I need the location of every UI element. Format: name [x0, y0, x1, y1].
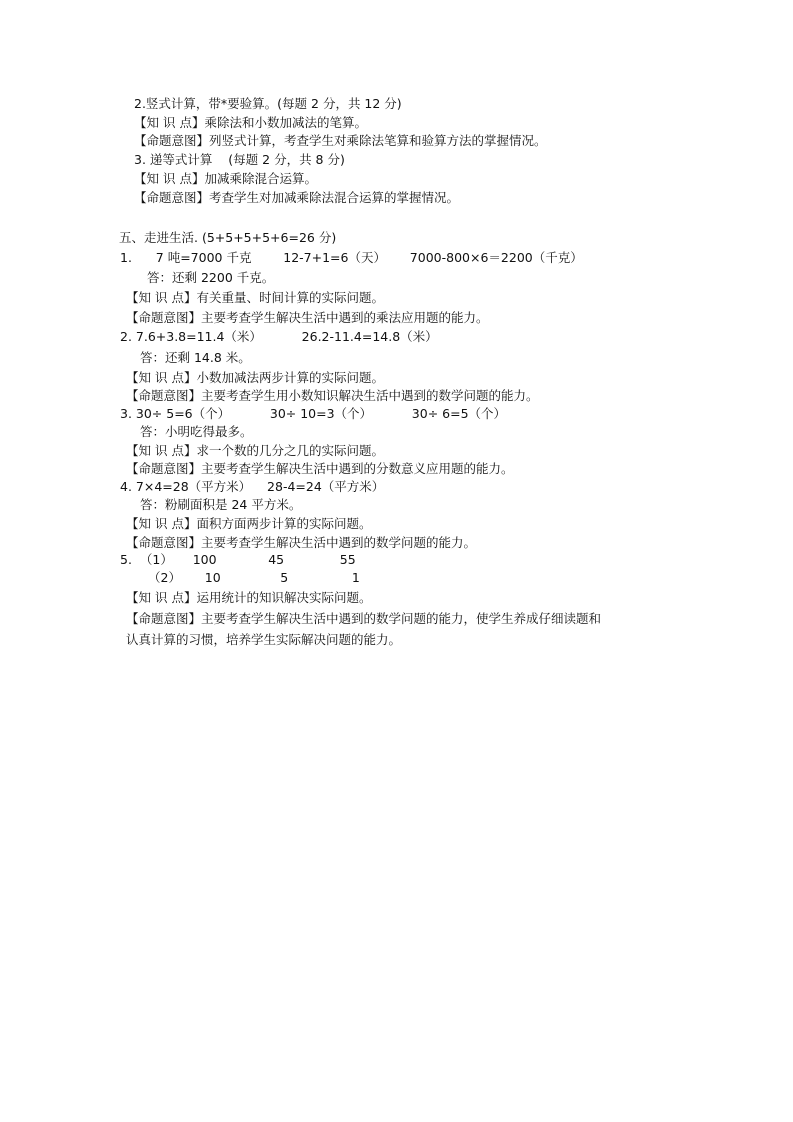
- knowledge-point-text: 【知 识 点】运用统计的知识解决实际问题。: [126, 590, 372, 605]
- problem-3-calc: 3. 30÷ 5=6（个） 30÷ 10=3（个） 30÷ 6=5（个）: [120, 406, 507, 421]
- problem-3-answer: 答：小明吃得最多。: [140, 424, 253, 439]
- question-intent-text: 【命题意图】主要考查学生解决生活中遇到的分数意义应用题的能力。: [126, 461, 514, 476]
- problem-1-calc: 1. 7 吨=7000 千克 12-7+1=6（天） 7000-800×6＝2200（千克）: [120, 250, 583, 265]
- section-2-heading: 2.竖式计算，带*要验算。(每题 2 分，共 12 分): [134, 96, 402, 111]
- knowledge-point-text: 【知 识 点】求一个数的几分之几的实际问题。: [126, 443, 384, 458]
- problem-1-answer: 答：还剩 2200 千克。: [147, 270, 275, 285]
- question-intent-text: 【命题意图】列竖式计算，考查学生对乘除法笔算和验算方法的掌握情况。: [134, 133, 547, 148]
- question-intent-text: 【命题意图】主要考查学生用小数知识解决生活中遇到的数学问题的能力。: [126, 388, 539, 403]
- problem-5-row-2: （2） 10 5 1: [148, 570, 360, 585]
- knowledge-point-text: 【知 识 点】面积方面两步计算的实际问题。: [126, 516, 372, 531]
- question-intent-text-continued: 认真计算的习惯，培养学生实际解决问题的能力。: [126, 632, 402, 647]
- knowledge-point-text: 【知 识 点】有关重量、时间计算的实际问题。: [126, 290, 384, 305]
- knowledge-point-text: 【知 识 点】乘除法和小数加减法的笔算。: [134, 115, 367, 130]
- knowledge-point-text: 【知 识 点】小数加减法两步计算的实际问题。: [126, 370, 384, 385]
- problem-4-answer: 答：粉刷面积是 24 平方米。: [140, 497, 302, 512]
- knowledge-point-text: 【知 识 点】加减乘除混合运算。: [134, 171, 317, 186]
- question-intent-text: 【命题意图】主要考查学生解决生活中遇到的数学问题的能力，使学生养成仔细读题和: [126, 611, 602, 626]
- question-intent-text: 【命题意图】主要考查学生解决生活中遇到的数学问题的能力。: [126, 535, 477, 550]
- question-intent-text: 【命题意图】考查学生对加减乘除法混合运算的掌握情况。: [134, 190, 460, 205]
- problem-5-row-1: 5. （1） 100 45 55: [120, 552, 356, 567]
- section-five-heading: 五、走进生活. (5+5+5+5+6=26 分): [119, 230, 337, 245]
- question-intent-text: 【命题意图】主要考查学生解决生活中遇到的乘法应用题的能力。: [126, 310, 489, 325]
- section-3-heading: 3. 递等式计算 (每题 2 分，共 8 分): [134, 152, 345, 167]
- problem-2-calc: 2. 7.6+3.8=11.4（米） 26.2-11.4=14.8（米）: [120, 329, 438, 344]
- problem-2-answer: 答：还剩 14.8 米。: [140, 350, 251, 365]
- problem-4-calc: 4. 7×4=28（平方米） 28-4=24（平方米）: [120, 479, 385, 494]
